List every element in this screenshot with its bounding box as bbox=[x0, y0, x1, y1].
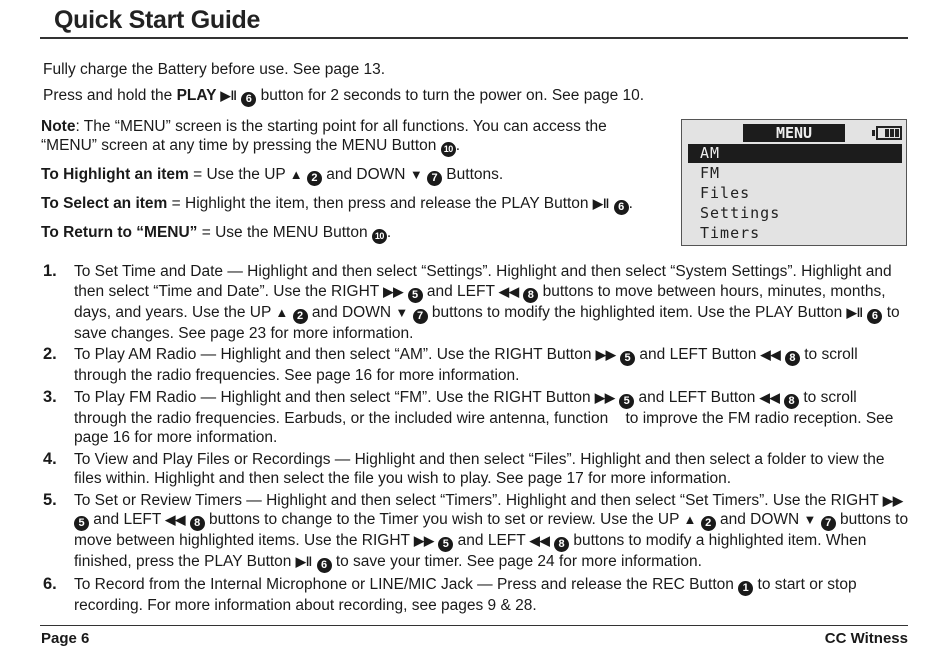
howto-return: To Return to “MENU” = Use the MENU Button 10 . bbox=[41, 223, 391, 244]
howto-select: To Select an item = Highlight the item, then press and release the PLAY Button ▶‖ 6 . bbox=[41, 195, 633, 213]
right-button-icon: ▶▶ bbox=[383, 283, 404, 299]
button-number-badge: 5 bbox=[408, 288, 423, 303]
button-number-badge: 2 bbox=[293, 309, 308, 324]
step-item bbox=[40, 345, 910, 386]
button-number-badge: 7 bbox=[427, 171, 442, 186]
step-item bbox=[40, 262, 910, 343]
step-text: and DOWN bbox=[715, 511, 804, 528]
step-text: and LEFT Button bbox=[635, 346, 761, 363]
intro-line-1: Fully charge the Battery before use. See page 13. bbox=[43, 61, 386, 78]
header-divider bbox=[40, 37, 908, 39]
left-button-icon: ◀◀ bbox=[760, 347, 781, 362]
button-number-badge: 6 bbox=[867, 309, 882, 324]
brand-name: CC Witness bbox=[824, 630, 908, 647]
right-button-icon: ▶▶ bbox=[882, 492, 903, 508]
howto-highlight: To Highlight an item = Use the UP ▲ 2 and DOWN ▼ 7 Buttons. bbox=[41, 166, 504, 184]
lcd-menu-item: Settings bbox=[700, 204, 781, 222]
steps-list bbox=[40, 262, 910, 618]
button-number-badge: 8 bbox=[523, 288, 538, 303]
play-pause-icon: ▶‖ bbox=[220, 88, 237, 103]
down-arrow-icon: ▼ bbox=[409, 167, 423, 182]
step-item bbox=[40, 450, 910, 489]
step-text: and DOWN bbox=[307, 303, 396, 321]
button-number-badge: 5 bbox=[74, 516, 89, 531]
step-text: buttons to modify the highlighted item. Use the PLAY Button bbox=[427, 303, 847, 321]
step-text: to save changes. See page 23 for more information. bbox=[74, 303, 900, 342]
step-text: buttons to modify a highlighted item. When finished, press the PLAY Button bbox=[74, 532, 867, 570]
battery-icon bbox=[876, 126, 902, 140]
up-arrow-icon: ▲ bbox=[289, 167, 303, 182]
step-heading: To Set or Review Timers bbox=[74, 491, 242, 509]
lcd-menu-item: Files bbox=[700, 184, 751, 202]
down-arrow-icon: ▼ bbox=[395, 304, 409, 320]
step-number: 2. bbox=[43, 345, 57, 363]
button-number-badge: 7 bbox=[413, 309, 428, 324]
button-number-badge: 2 bbox=[307, 171, 322, 186]
step-text: to scroll through the radio frequencies. Earbuds, or the included wire antenna, function to improve the FM radio reception. See page 16 for more information. bbox=[74, 388, 894, 446]
lcd-menu-item: AM bbox=[688, 144, 902, 163]
down-arrow-icon: ▼ bbox=[803, 512, 817, 527]
left-button-icon: ◀◀ bbox=[529, 533, 550, 548]
step-number: 4. bbox=[43, 449, 57, 468]
step-text: — Highlight and then select “Settings”. Highlight and then select “System Settings”. Highlight and then select “Time and Date”. Use the RIGHT bbox=[74, 263, 892, 300]
step-text: to scroll through the radio frequencies. See page 16 for more information. bbox=[74, 346, 858, 384]
step-text: — Highlight and then select “Files”. Highlight and then select a folder to view the files within. Highlight and then select the file you wish to play. See page 17 for more information. bbox=[74, 450, 885, 487]
button-number-badge: 6 bbox=[317, 558, 332, 573]
lcd-menu-item: FM bbox=[700, 164, 721, 182]
step-item bbox=[40, 575, 910, 616]
button-number-badge: 6 bbox=[241, 92, 256, 107]
step-item bbox=[40, 388, 910, 448]
left-button-icon: ◀◀ bbox=[759, 389, 780, 405]
right-button-icon: ▶▶ bbox=[414, 533, 435, 548]
left-button-icon: ◀◀ bbox=[498, 283, 519, 299]
up-arrow-icon: ▲ bbox=[275, 304, 289, 320]
lcd-menu-title: MENU bbox=[743, 124, 845, 142]
play-pause-icon: ▶‖ bbox=[295, 554, 313, 569]
page-title: Quick Start Guide bbox=[54, 6, 261, 34]
step-text: buttons to move between highlighted items. Use the RIGHT bbox=[74, 511, 909, 549]
step-number: 5. bbox=[43, 490, 57, 509]
menu-screen-illustration bbox=[681, 119, 907, 246]
step-text: — Highlight and then select “AM”. Use the RIGHT Button bbox=[196, 346, 596, 363]
step-text: buttons to change to the Timer you wish to set or review. Use the UP bbox=[204, 511, 684, 528]
step-text: to start or stop recording. For more information about recording, see pages 9 & 28. bbox=[74, 576, 857, 614]
play-pause-icon: ▶‖ bbox=[592, 196, 610, 211]
step-text: and LEFT bbox=[453, 532, 530, 549]
button-number-badge: 5 bbox=[620, 351, 635, 366]
step-text: and LEFT bbox=[89, 511, 166, 528]
step-number: 3. bbox=[43, 387, 57, 406]
button-number-badge: 7 bbox=[821, 516, 836, 531]
button-number-badge: 6 bbox=[614, 200, 629, 215]
menu-note: Note: The “MENU” screen is the starting point for all functions. You can access the “MENU” screen at any time by pressing the MENU Button 10 . bbox=[41, 117, 661, 157]
button-number-badge: 8 bbox=[190, 516, 205, 531]
step-heading: To Set Time and Date bbox=[74, 263, 224, 280]
intro-line-2: Press and hold the PLAY ▶‖ 6 button for 2 seconds to turn the power on. See page 10. bbox=[43, 87, 645, 105]
page-number: Page 6 bbox=[41, 630, 90, 647]
step-text: and LEFT Button bbox=[634, 388, 760, 406]
right-button-icon: ▶▶ bbox=[595, 347, 616, 362]
button-number-badge: 1 bbox=[738, 581, 753, 596]
step-number: 1. bbox=[43, 262, 57, 280]
step-text: — Highlight and then select “Timers”. Highlight and then select “Set Timers”. Use the RIGHT bbox=[241, 491, 883, 509]
right-button-icon: ▶▶ bbox=[594, 389, 615, 405]
step-text: — Press and release the REC Button bbox=[472, 576, 739, 593]
step-text: — Highlight and then select “FM”. Use the RIGHT Button bbox=[196, 388, 595, 406]
button-number-badge: 10 bbox=[372, 229, 387, 244]
step-text: and LEFT bbox=[422, 282, 499, 300]
footer-divider bbox=[40, 625, 908, 626]
button-number-badge: 8 bbox=[785, 351, 800, 366]
battery-icon-tip bbox=[872, 130, 875, 136]
step-heading: To View and Play Files or Recordings bbox=[74, 450, 331, 468]
button-number-badge: 2 bbox=[701, 516, 716, 531]
step-text: to save your timer. See page 24 for more information. bbox=[331, 553, 702, 570]
lcd-menu-item: Timers bbox=[700, 224, 761, 242]
button-number-badge: 5 bbox=[438, 537, 453, 552]
button-number-badge: 10 bbox=[441, 142, 456, 157]
up-arrow-icon: ▲ bbox=[683, 512, 697, 527]
step-number: 6. bbox=[43, 575, 57, 593]
button-number-badge: 8 bbox=[554, 537, 569, 552]
button-number-badge: 5 bbox=[619, 394, 634, 409]
button-number-badge: 8 bbox=[784, 394, 799, 409]
step-item bbox=[40, 491, 910, 574]
step-heading: To Record from the Internal Microphone or LINE/MIC Jack bbox=[74, 576, 473, 593]
step-heading: To Play FM Radio bbox=[74, 388, 197, 406]
play-pause-icon: ▶‖ bbox=[846, 304, 864, 320]
left-button-icon: ◀◀ bbox=[165, 512, 186, 527]
step-heading: To Play AM Radio bbox=[74, 346, 197, 363]
step-text: buttons to move between hours, minutes, months, days, and years. Use the UP bbox=[74, 282, 886, 321]
